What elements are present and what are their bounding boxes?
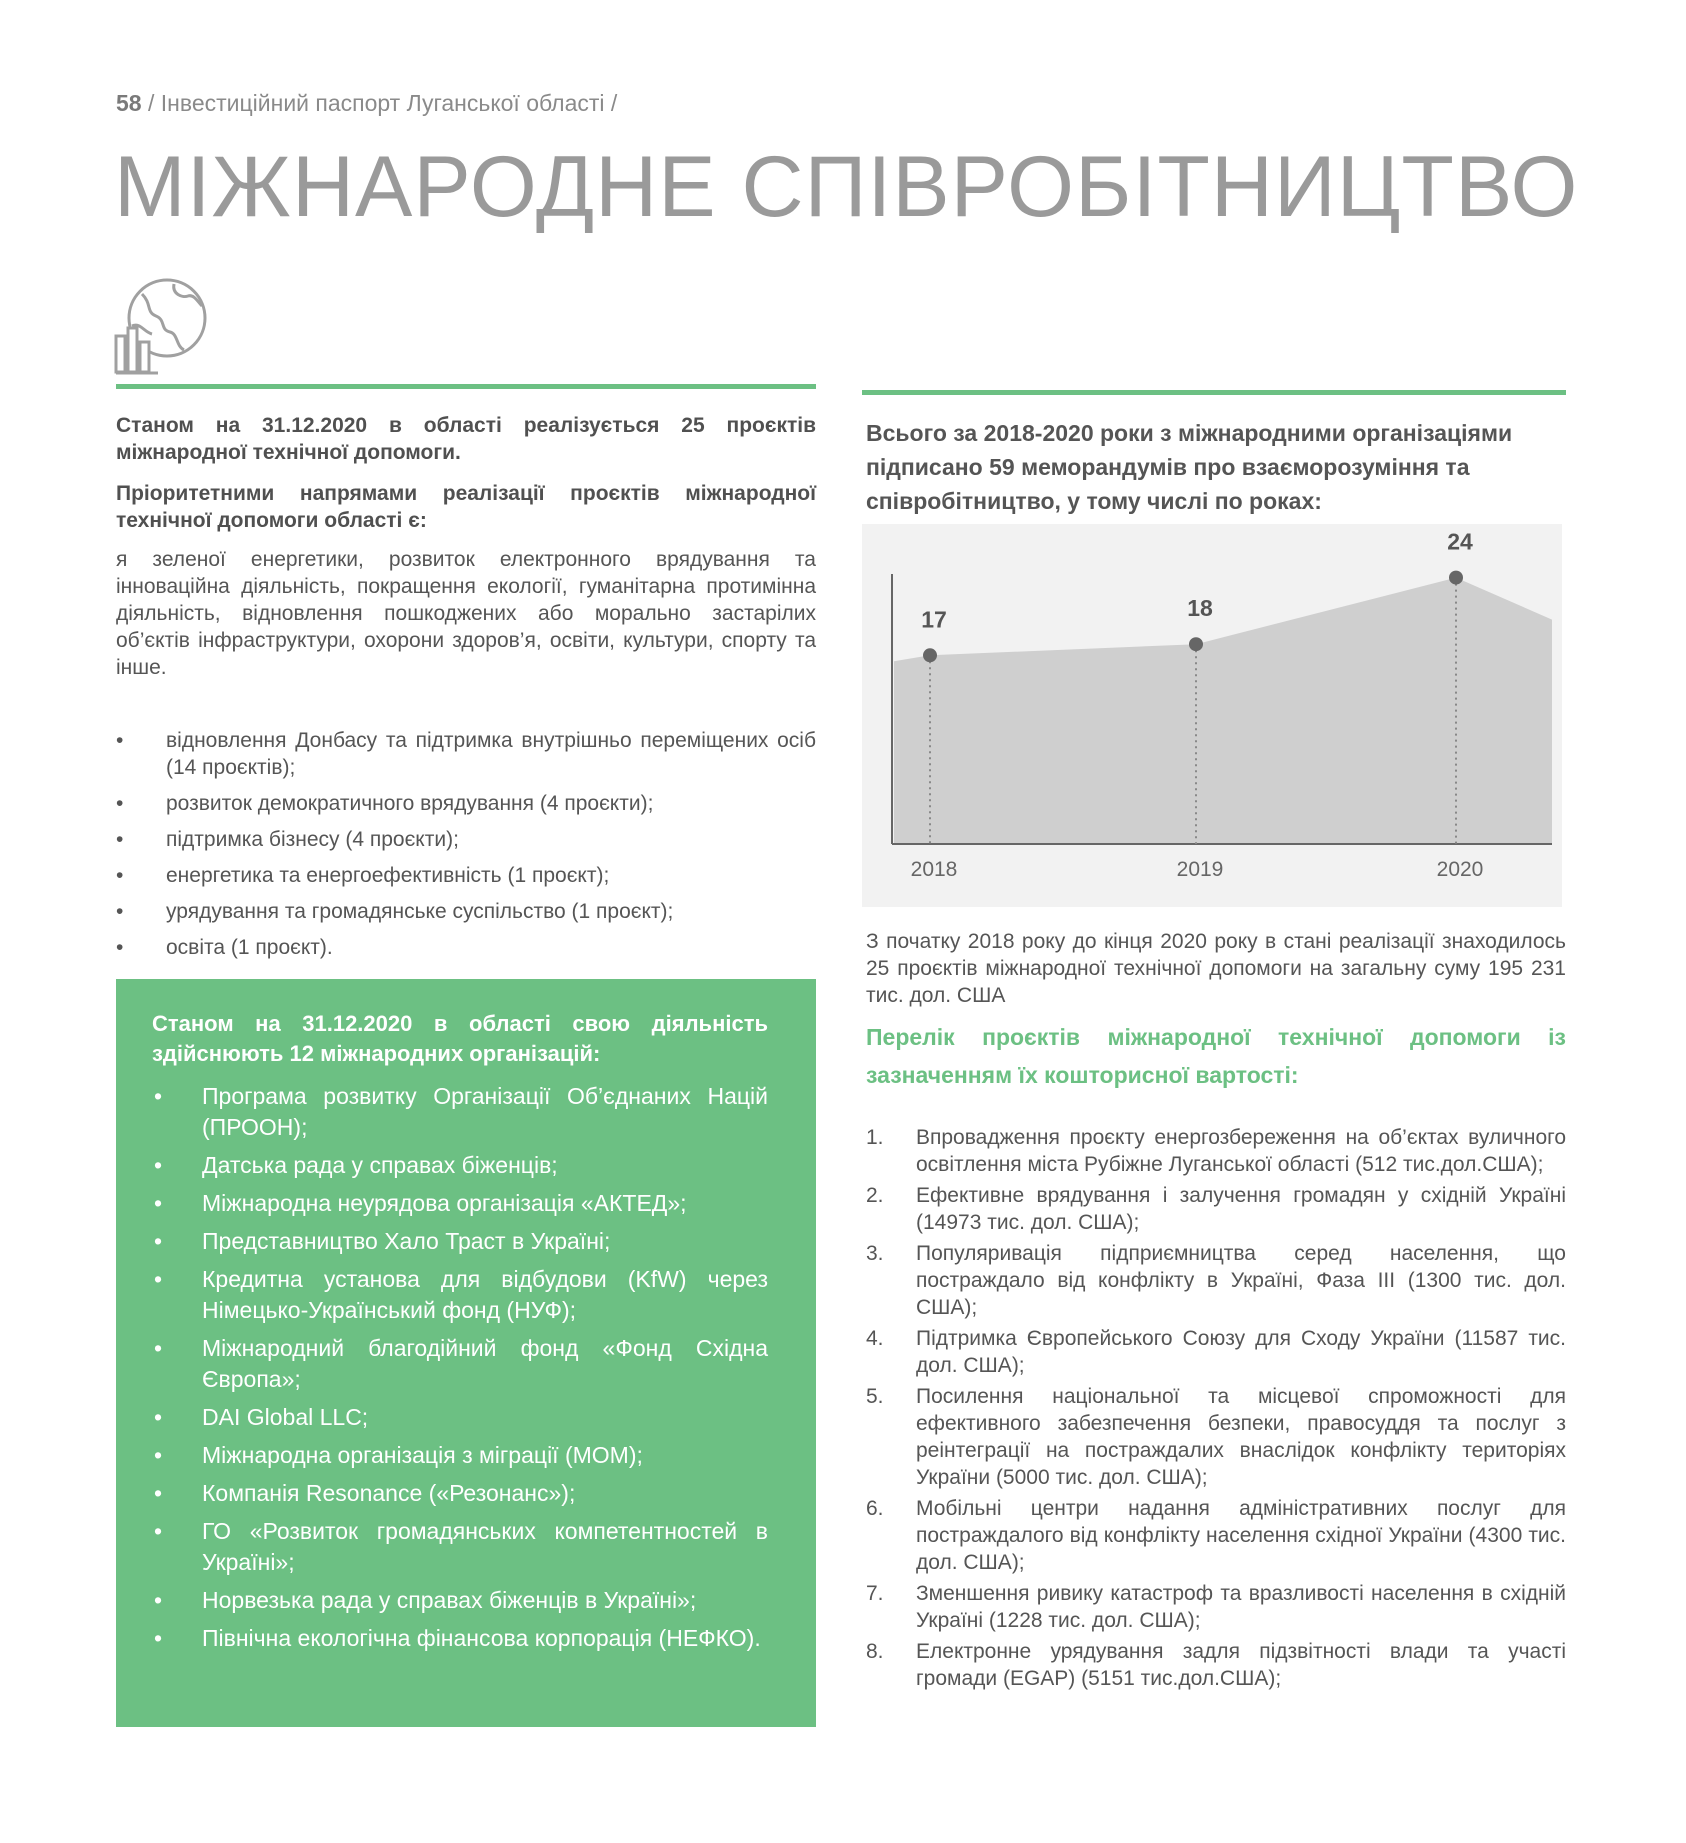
list-item: • Міжнародна неурядова організація «АКТЕД»; bbox=[152, 1188, 768, 1219]
left-column bbox=[116, 412, 816, 970]
lead-priorities: Пріоритетними напрямами реалізації проєктів міжнародної технічної допомоги області є: bbox=[116, 482, 816, 532]
projects-list-heading: Перелік проєктів міжнародної технічної допомоги із зазначенням їх кошторисної вартості: bbox=[866, 1024, 1566, 1088]
list-item: • енергетика та енергоефективність (1 проєкт); bbox=[116, 862, 816, 889]
list-item bbox=[866, 1240, 1566, 1321]
list-number: 8. bbox=[866, 1640, 884, 1663]
x-tick-label: 2018 bbox=[910, 858, 958, 881]
list-text: Впровадження проєкту енергозбереження на об’єктах вуличного освітлення міста Рубіжне Луганської області (512 тис.дол.США); bbox=[916, 1126, 1566, 1176]
organizations-list bbox=[152, 1081, 768, 1654]
globe-factory-icon bbox=[112, 276, 212, 376]
chart-svg bbox=[862, 524, 1562, 907]
data-label: 17 bbox=[921, 606, 947, 633]
list-number: 2. bbox=[866, 1184, 884, 1207]
running-title: / Інвестиційний паспорт Луганської області / bbox=[141, 90, 618, 116]
list-item bbox=[866, 1580, 1566, 1634]
data-point bbox=[1189, 637, 1203, 651]
list-item bbox=[866, 1124, 1566, 1178]
list-number: 4. bbox=[866, 1327, 884, 1350]
projects-list bbox=[866, 1124, 1566, 1692]
list-item: • Північна екологічна фінансова корпорація (НЕФКО). bbox=[152, 1623, 768, 1654]
projects-note: З початку 2018 року до кінця 2020 року в стані реалізації знаходилось 25 проєктів міжнародної технічної допомоги на загальну суму 195 231 тис. дол. США bbox=[866, 930, 1566, 1007]
list-number: 5. bbox=[866, 1385, 884, 1408]
lead-projects-count: Станом на 31.12.2020 в області реалізується 25 проєктів міжнародної технічної допомоги. bbox=[116, 414, 816, 464]
x-tick-label: 2020 bbox=[1436, 858, 1484, 881]
list-item: • DAI Global LLC; bbox=[152, 1402, 768, 1433]
list-item bbox=[866, 1325, 1566, 1379]
list-text: Мобільні центри надання адміністративних послуг для постраждалого від конфлікту населення східної України (4300 тис. дол. США); bbox=[916, 1497, 1566, 1574]
list-item: • урядування та громадянське суспільство (1 проєкт); bbox=[116, 898, 816, 925]
running-header bbox=[116, 90, 617, 117]
list-item: • Міжнародний благодійний фонд «Фонд Східна Європа»; bbox=[152, 1333, 768, 1395]
list-item: • Датська рада у справах біженців; bbox=[152, 1150, 768, 1181]
list-text: Ефективне врядування і залучення громадян у східній Україні (14973 тис. дол. США); bbox=[916, 1184, 1566, 1234]
memorandums-chart bbox=[862, 524, 1562, 907]
projects-list-wrap bbox=[866, 1124, 1566, 1696]
x-tick-label: 2019 bbox=[1176, 858, 1224, 881]
list-item: • Представництво Хало Траст в Україні; bbox=[152, 1226, 768, 1257]
list-text: Посилення національної та місцевої спроможності для ефективного забезпечення безпеки, правосуддя та послуг з реінтеграції на постраждалих внаслідок конфлікту територіях України (5000 тис. дол. США); bbox=[916, 1385, 1566, 1489]
list-number: 3. bbox=[866, 1242, 884, 1265]
list-item: • Норвезька рада у справах біженців в Україні»; bbox=[152, 1585, 768, 1616]
list-item: • Міжнародна організація з міграції (МОМ); bbox=[152, 1440, 768, 1471]
list-text: Зменшення ривику катастроф та вразливості населення в східній Україні (1228 тис. дол. США); bbox=[916, 1582, 1566, 1632]
priorities-text: я зеленої енергетики, розвиток електронного врядування та інноваційна діяльність, покращення екології, гуманітарна протимінна діяльність, відновлення пошкоджених або морально застарілих об’єктів інфраструктури, охорони здоров’я, освіти, культури, спорту та інше. bbox=[116, 548, 816, 679]
organizations-title: Станом на 31.12.2020 в області свою діяльність здійснюють 12 міжнародних організацій: bbox=[152, 1011, 768, 1066]
data-point bbox=[923, 648, 937, 662]
data-point bbox=[1449, 571, 1463, 585]
list-item bbox=[866, 1638, 1566, 1692]
data-label: 18 bbox=[1187, 595, 1213, 622]
list-number: 1. bbox=[866, 1126, 884, 1149]
list-item: • Програма розвитку Організації Об’єднаних Націй (ПРООН); bbox=[152, 1081, 768, 1143]
list-item: • відновлення Донбасу та підтримка внутрішньо переміщених осіб (14 проєктів); bbox=[116, 727, 816, 781]
list-text: Підтримка Європейського Союзу для Сходу України (11587 тис. дол. США); bbox=[916, 1327, 1566, 1377]
list-item: • ГО «Розвиток громадянських компетентностей в Україні»; bbox=[152, 1516, 768, 1578]
list-text: Популяривація підприємництва серед населення, що постраждало від конфлікту в Україні, Фаза III (1300 тис. дол. США); bbox=[916, 1242, 1566, 1319]
page-number: 58 bbox=[116, 90, 142, 116]
list-text: Електронне урядування задля підзвітності влади та участі громади (EGAP) (5151 тис.дол.США); bbox=[916, 1640, 1566, 1690]
list-item: • підтримка бізнесу (4 проєкти); bbox=[116, 826, 816, 853]
list-item: • Компанія Resonance («Резонанс»); bbox=[152, 1478, 768, 1509]
list-item: • розвиток демократичного врядування (4 проєкти); bbox=[116, 790, 816, 817]
priorities-list bbox=[116, 727, 816, 961]
list-item bbox=[866, 1383, 1566, 1491]
organizations-box bbox=[116, 979, 816, 1727]
right-divider bbox=[862, 390, 1566, 395]
list-item bbox=[866, 1495, 1566, 1576]
list-item: • освіта (1 проєкт). bbox=[116, 934, 816, 961]
chart-area bbox=[894, 578, 1552, 844]
left-divider bbox=[116, 384, 816, 389]
memorandums-lead: Всього за 2018-2020 роки з міжнародними організаціями підписано 59 меморандумів про взаєморозуміння та співробітництво, у тому числі по роках: bbox=[866, 420, 1513, 514]
list-number: 7. bbox=[866, 1582, 884, 1605]
list-item: • Кредитна установа для відбудови (KfW) через Німецько-Український фонд (НУФ); bbox=[152, 1264, 768, 1326]
list-number: 6. bbox=[866, 1497, 884, 1520]
page-title: МІЖНАРОДНЕ СПІВРОБІТНИЦТВО bbox=[114, 139, 1579, 235]
list-item bbox=[866, 1182, 1566, 1236]
data-label: 24 bbox=[1447, 528, 1473, 555]
